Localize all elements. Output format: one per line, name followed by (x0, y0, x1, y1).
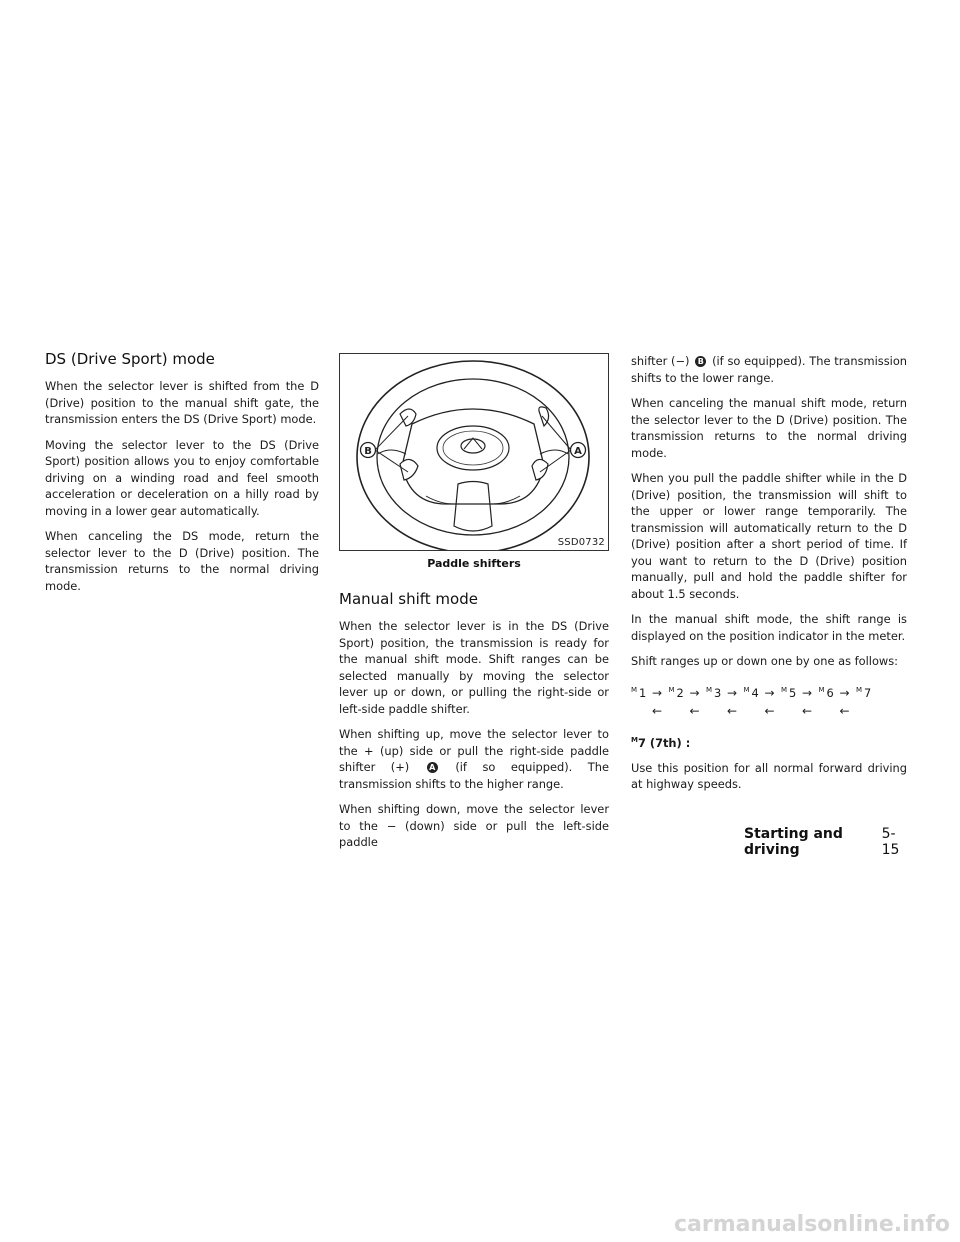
paragraph-2-text-post: (if so equipped). The transmission shifts to the higher range. (339, 760, 609, 791)
callout-a-inline-icon: A (427, 762, 438, 773)
shift-down-arrow-icon: ← (727, 703, 738, 718)
shift-down-arrow-icon: ← (802, 703, 813, 718)
page-footer (744, 826, 907, 858)
m7-text: 7 (7th) : (637, 735, 691, 750)
lower-right-paddle-icon (532, 459, 548, 480)
brand-logo-icon (461, 439, 485, 453)
watermark: carmanualsonline.info (674, 1212, 950, 1237)
manual-shift-heading: Manual shift mode (339, 590, 478, 608)
column-1 (45, 350, 319, 603)
paragraph-2-text-pre: When shifting up, move the selector lever to the + (up) side or pull the right-side paddle shifter (+) (339, 727, 609, 774)
continuation-text-post: (if so equipped). The transmission shifts to the lower range. (631, 354, 908, 385)
shift-up-arrow-icon: → (764, 685, 775, 700)
cancel-manual-paragraph: When canceling the manual shift mode, return the selector lever to the D (Drive) position. The transmission returns to the normal driving mode. (631, 396, 907, 460)
manual-shift-paragraph-3: When shifting down, move the selector lever to the − (down) side or pull the left-side paddle (339, 802, 609, 849)
shift-range-3: $^M$ 3 (706, 685, 722, 700)
shift-ranges-intro: Shift ranges up or down one by one as follows: (631, 654, 899, 668)
shift-range-1: $^M$ 1 (631, 685, 647, 700)
manual-shift-paragraph-2 (339, 726, 609, 792)
shift-down-arrow-icon: ← (764, 703, 775, 718)
lower-left-paddle-icon (400, 459, 418, 480)
m7-prefix: M (631, 735, 638, 744)
shift-range-7: $^M$ 7 (856, 685, 872, 700)
ds-mode-paragraph-3: When canceling the DS mode, return the selector lever to the D (Drive) position. The transmission returns to the normal driving mode. (45, 529, 319, 593)
shift-up-arrow-icon: → (689, 685, 700, 700)
paddle-shifter-figure (339, 353, 609, 551)
column-3 (631, 353, 907, 802)
shift-range-2: $^M$ 2 (668, 685, 684, 700)
ds-mode-paragraph-1: When the selector lever is shifted from the D (Drive) position to the manual shift gate, the transmission enters the DS (Drive Sport) mode. (45, 379, 319, 426)
position-indicator-paragraph: In the manual shift mode, the shift range is displayed on the position indicator in the meter. (631, 612, 907, 643)
callout-b-label: B (364, 446, 372, 457)
shift-down-continuation (631, 353, 907, 386)
callout-a-label: A (574, 446, 582, 457)
shift-down-arrow-icon: ← (839, 703, 850, 718)
shift-range-sequence (631, 686, 907, 730)
shift-up-arrow-icon: → (802, 685, 813, 700)
figure-code: SSD0732 (557, 537, 605, 548)
shift-down-arrow-icon: ← (689, 703, 700, 718)
ds-mode-heading: DS (Drive Sport) mode (45, 350, 215, 368)
shift-range-6: $^M$ 6 (818, 685, 834, 700)
upper-right-paddle-icon (539, 407, 549, 426)
section-name: Starting and driving (744, 826, 843, 858)
steering-wheel-illustration (340, 354, 608, 550)
callout-b-inline-icon: B (695, 356, 706, 367)
shift-up-arrow-icon: → (727, 685, 738, 700)
m7-description: Use this position for all normal forward driving at highway speeds. (631, 760, 907, 791)
shift-range-4: $^M$ 4 (743, 685, 759, 700)
ds-mode-paragraph-2: Moving the selector lever to the DS (Drive Sport) position allows you to enjoy comfortable driving on a winding road and feel smooth acceleration or deceleration on a hilly road by moving in a lower gear automatically. (45, 437, 319, 518)
shift-up-arrow-icon: → (839, 685, 850, 700)
figure-caption: Paddle shifters (427, 557, 521, 570)
m7-label (631, 736, 907, 750)
shift-range-5: $^M$ 5 (781, 685, 797, 700)
manual-shift-paragraph-1: When the selector lever is in the DS (Drive Sport) position, the transmission is ready for the manual shift mode. Shift ranges can be selected manually by moving the selector lever up or down, or pulling the right-side or left-side paddle shifter. (339, 619, 609, 716)
column-2 (339, 353, 609, 860)
paddle-in-drive-paragraph: When you pull the paddle shifter while in the D (Drive) position, the transmission will shift to the upper or lower range temporarily. The transmission will automatically return to the D (Drive) position after a short period of time. If you want to return to the D (Drive) position manually, pull and hold the paddle shifter for about 1.5 seconds. (631, 471, 907, 601)
page-number: 5-15 (881, 826, 900, 858)
continuation-text-pre: shifter (−) (631, 354, 690, 368)
shift-up-arrow-icon: → (652, 685, 663, 700)
shift-down-arrow-icon: ← (652, 703, 663, 718)
